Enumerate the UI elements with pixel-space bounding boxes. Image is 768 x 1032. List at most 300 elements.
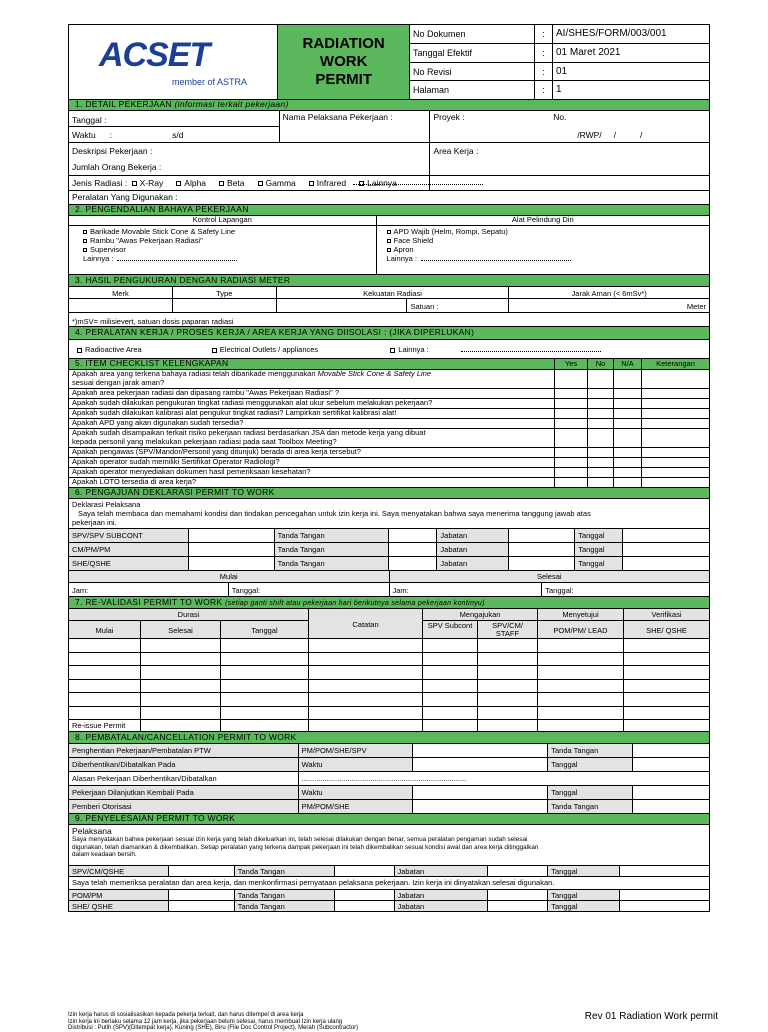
section-3 [68, 287, 710, 327]
revalidation-cell[interactable] [309, 666, 424, 680]
cancellation-field[interactable] [413, 744, 548, 758]
checklist-question: Apakah pengawas (SPV/Mandor/Personil yang ditunjuk) berada di area kerja tersebut? [69, 448, 555, 458]
control-item: Apron [387, 245, 706, 254]
section-4 [68, 340, 710, 359]
meter-label: Meter [509, 299, 710, 313]
checklist-question: Apakah LOTO tersedia di area kerja? [69, 478, 555, 488]
revalidation-row [69, 693, 710, 707]
revalidation-cell[interactable] [538, 666, 624, 680]
completion-field[interactable] [488, 901, 548, 912]
checklist-cell[interactable] [614, 419, 642, 429]
cancellation-sign-field[interactable] [633, 786, 710, 800]
revalidation-cell[interactable] [423, 653, 478, 667]
radiasi-option[interactable] [219, 178, 245, 188]
meta-row [410, 63, 710, 82]
checklist-question: Apakah sudah dilakukan kalibrasi alat pengukur tingkat radiasi? Lampirkan sertifikat kalibrasi alat! [69, 409, 555, 419]
section-9-title: 9. PENYELESAIAN PERMIT TO WORK [68, 814, 710, 825]
checklist-question: Apakah area yang terkena bahaya radiasi telah dibarikade menggunakan Movable Stick Cone & Safety Line sesuai dengan jarak aman? [69, 370, 555, 389]
revalidation-cell[interactable] [309, 693, 424, 707]
checklist [68, 370, 710, 488]
revalidation-cell[interactable] [538, 653, 624, 667]
revalidation-row [69, 680, 710, 694]
signature-field[interactable] [189, 543, 275, 557]
signature-label: Jabatan [437, 529, 509, 543]
footer-note-2: Izin kerja ini berlaku selama 12 jam kerja, jika pekerjaan belum selesai, harus membuat Izin kerja ulang [68, 1018, 343, 1025]
revalidation-cell[interactable] [309, 653, 424, 667]
signature-label: Tanggal [575, 543, 623, 557]
checklist-question: Apakah sudah disampaikan terkait risiko pekerjaan radiasi berdasarkan JSA dan metode kerja yang dibuat kepada personil yang melakukan pekerjaan radiasi pada saat Toolbox Meeting? [69, 429, 555, 448]
checklist-question: Apakah sudah dilakukan pengukuran tingkat radiasi menggunakan alat ukur sebelum melakukan pekerjaan? [69, 399, 555, 409]
peralatan-label: Peralatan Yang Digunakan : [69, 191, 710, 205]
checklist-row [69, 370, 710, 389]
checklist-cell[interactable] [642, 478, 710, 488]
completion-label: Tanggal [548, 901, 620, 912]
checklist-cell[interactable] [588, 458, 614, 468]
merk-header: Merk [69, 287, 173, 299]
revalidation-cell[interactable] [478, 707, 538, 721]
signature-label: SHE/QSHE [69, 557, 189, 571]
radiasi-option[interactable] [309, 178, 346, 188]
completion-field[interactable] [620, 901, 710, 912]
satuan-label: Satuan : [407, 299, 509, 313]
checkbox-icon[interactable] [83, 239, 87, 243]
revalidation-cell[interactable] [141, 680, 221, 694]
checklist-question: Apakah operator sudah memiliki Sertifikat Operator Radiologi? [69, 458, 555, 468]
signature-field[interactable] [623, 543, 710, 557]
section-3-title: 3. HASIL PENGUKURAN DENGAN RADIASI METER [68, 275, 710, 287]
s9-tanggal-label: Tanggal [548, 866, 620, 877]
checklist-cell[interactable] [614, 478, 642, 488]
checkbox-icon[interactable] [387, 239, 391, 243]
signature-field[interactable] [189, 529, 275, 543]
revalidation-cell[interactable] [69, 666, 141, 680]
revalidation-cell[interactable] [69, 653, 141, 667]
section-7 [68, 609, 710, 732]
completion-label: Tanda Tangan [235, 901, 335, 912]
revalidation-cell[interactable] [141, 653, 221, 667]
cancellation-row [69, 758, 710, 772]
checklist-cell[interactable] [555, 478, 588, 488]
revalidation-cell[interactable] [624, 707, 710, 721]
revalidation-cell[interactable] [538, 693, 624, 707]
completion-label: Tanggal [548, 890, 620, 901]
checklist-cell[interactable] [555, 370, 588, 389]
checklist-question: Apakah APD yang akan digunakan sudah tersedia? [69, 419, 555, 429]
revalidation-cell[interactable] [221, 639, 309, 653]
meta-value: AI/SHES/FORM/003/001 [553, 25, 710, 44]
checklist-cell[interactable] [588, 409, 614, 419]
section-1: Tanggal : Nama Pelaksana Pekerjaan : Proyek : No. Waktu : s/d /RWP/ / / Deskripsi Pekerjaan : Area Kerja : Jumlah Orang Bekerja : Jenis Radiasi : X-Ray Alpha Beta Gamma Infrared Lainnya Peralatan Yang Digunakan : [68, 111, 710, 205]
meta-row [410, 81, 710, 100]
checklist-cell[interactable] [588, 429, 614, 448]
kekuatan-header: Kekuatan Radiasi [277, 287, 510, 299]
control-item: Supervisor [83, 245, 373, 254]
revalidation-row [69, 653, 710, 667]
control-item: APD Wajib (Helm, Rompi, Sepatu) [387, 227, 706, 236]
revalidation-cell[interactable] [221, 653, 309, 667]
signature-field[interactable] [509, 529, 575, 543]
completion-field[interactable] [169, 890, 235, 901]
signature-field[interactable] [509, 543, 575, 557]
revalidation-cell[interactable] [478, 653, 538, 667]
revalidation-cell[interactable] [141, 707, 221, 721]
revalidation-cell[interactable] [309, 707, 424, 721]
revalidation-cell[interactable] [624, 639, 710, 653]
checklist-question: Apakah area pekerjaan radiasi dan dipasang rambu "Awas Pekerjaan Radiasi" ? [69, 389, 555, 399]
checklist-cell[interactable] [642, 370, 710, 389]
signature-label: SPV/SPV SUBCONT [69, 529, 189, 543]
mulai-header: Mulai [69, 571, 390, 583]
section-1-title: 1. DETAIL PEKERJAAN (informasi terkait pekerjaan) [68, 99, 710, 111]
radiasi-option[interactable] [132, 178, 164, 188]
checklist-cell[interactable] [588, 448, 614, 458]
radiasi-option[interactable] [176, 178, 206, 188]
cancellation-field[interactable] [413, 786, 548, 800]
meta-key: Tanggal Efektif [410, 44, 535, 63]
control-item: Barikade Movable Stick Cone & Safety Line [83, 227, 373, 236]
mulai-tanggal: Tanggal: [229, 583, 390, 597]
checklist-cell[interactable] [642, 399, 710, 409]
meta-colon: : [535, 44, 553, 63]
cancellation-label: Penghentian Pekerjaan/Pembatalan PTW [69, 744, 299, 758]
doc-meta [410, 25, 710, 99]
section-8 [68, 744, 710, 814]
signature-label: Tanggal [575, 529, 623, 543]
checklist-cell[interactable] [614, 458, 642, 468]
section-6-title: 6. PENGAJUAN DEKLARASI PERMIT TO WORK [68, 488, 710, 499]
cancellation-sign-label: Tanggal [548, 786, 633, 800]
signature-label: Jabatan [437, 543, 509, 557]
completion-field[interactable] [169, 901, 235, 912]
signature-label: Tanda Tangan [275, 543, 390, 557]
section-2-title: 2. PENGENDALIAN BAHAYA PEKERJAAN [68, 205, 710, 216]
page-title: RADIATION WORK PERMIT [278, 25, 410, 100]
checklist-cell[interactable] [555, 389, 588, 399]
revalidation-cell[interactable] [309, 639, 424, 653]
completion-label: Jabatan [395, 901, 489, 912]
checklist-cell[interactable] [614, 409, 642, 419]
no-label: No. [550, 111, 710, 127]
rwp-label: /RWP/ [577, 130, 602, 140]
logo [69, 25, 278, 100]
section-5-title: 5. ITEM CHECKLIST KELENGKAPAN [68, 359, 555, 370]
cancellation-label: Pekerjaan Dilanjutkan Kembali Pada [69, 786, 299, 800]
tanggal-label: Tanggal : [69, 111, 280, 127]
signature-field[interactable] [509, 557, 575, 571]
cancellation-sign-field[interactable] [633, 744, 710, 758]
checklist-cell[interactable] [642, 419, 710, 429]
checklist-question: Apakah operator menyediakan dokumen hasil pemeriksaan kesehatan? [69, 468, 555, 478]
meta-value: 01 [553, 63, 710, 82]
cancellation-reason-field[interactable]: ............................................................................... [299, 772, 710, 786]
jarak-header: Jarak Aman (< 6mSv*) [509, 287, 710, 299]
cancellation-row [69, 786, 710, 800]
spv-cm-header: SPV/CM/ STAFF [478, 621, 538, 639]
revalidation-cell[interactable] [221, 680, 309, 694]
cancellation-label: Pemberi Otorisasi [69, 800, 299, 814]
checklist-cell[interactable] [555, 458, 588, 468]
revalidation-cell[interactable] [423, 693, 478, 707]
meta-key: No Dokumen [410, 25, 535, 44]
jumlah-label: Jumlah Orang Bekerja : [69, 159, 430, 175]
checkbox-icon[interactable] [132, 181, 137, 186]
signature-row [69, 529, 710, 543]
revalidation-cell[interactable] [538, 680, 624, 694]
cancellation-sign-field[interactable] [633, 758, 710, 772]
completion-label: Tanda Tangan [235, 890, 335, 901]
checklist-cell[interactable] [642, 429, 710, 448]
checklist-cell[interactable] [614, 468, 642, 478]
revalidation-cell[interactable] [624, 666, 710, 680]
revalidation-cell[interactable] [478, 680, 538, 694]
revalidation-cell[interactable] [221, 666, 309, 680]
signature-row [69, 557, 710, 571]
checklist-cell[interactable] [555, 409, 588, 419]
signature-field[interactable] [389, 529, 437, 543]
mulai-jam: Jam: [69, 583, 229, 597]
no-header: No [588, 359, 614, 370]
revalidation-cell[interactable] [69, 707, 141, 721]
checklist-cell[interactable] [555, 419, 588, 429]
cancellation-sign-label: Tanggal [548, 758, 633, 772]
isolasi-options: Radioactive Area Electrical Outlets / appliances Lainnya : [69, 340, 710, 359]
revalidation-cell[interactable] [69, 680, 141, 694]
control-item: Face Shield [387, 236, 706, 245]
revalidation-cell[interactable] [423, 707, 478, 721]
s9-jabatan-label: Jabatan [395, 866, 489, 877]
section-4-title: 4. PERALATAN KERJA / PROSES KERJA / AREA KERJA YANG DIISOLASI : (JIKA DIPERLUKAN) [68, 327, 710, 340]
cancellation-field[interactable] [413, 800, 548, 814]
checkbox-icon[interactable] [387, 230, 391, 234]
revalidation-cell[interactable] [69, 693, 141, 707]
checkbox-icon[interactable] [219, 181, 224, 186]
revalidation-cell[interactable] [69, 639, 141, 653]
area-kerja-label: Area Kerja : [430, 143, 710, 159]
checklist-cell[interactable] [642, 448, 710, 458]
cancellation-role: PM/POM/SHE/SPV [299, 744, 414, 758]
revalidation-cell[interactable] [141, 666, 221, 680]
revalidation-cell[interactable] [478, 693, 538, 707]
logo-sub: member of ASTRA [172, 77, 248, 87]
section-2 [68, 216, 710, 275]
section-6 [68, 499, 710, 597]
pom-header: POM/PM/ LEAD [538, 621, 624, 639]
checklist-cell[interactable] [614, 399, 642, 409]
section-7-title: 7. RE-VALIDASI PERMIT TO WORK (setiap ganti shift atau pekerjaan hari berikutnya selama pekerjaan kontinyu) [68, 597, 710, 609]
completion-label: POM/PM [69, 890, 169, 901]
checklist-cell[interactable] [614, 370, 642, 389]
checklist-cell[interactable] [588, 468, 614, 478]
signature-field[interactable] [623, 557, 710, 571]
radioactive-checkbox[interactable] [77, 348, 82, 353]
deskripsi-label: Deskripsi Pekerjaan : [69, 143, 430, 159]
sd-label: s/d [172, 130, 184, 140]
menyetujui-header: Menyetujui [538, 609, 624, 621]
checklist-row [69, 429, 710, 448]
radiasi-option[interactable] [359, 178, 397, 188]
spv-subcont-header: SPV Subcont [423, 621, 478, 639]
checklist-cell[interactable] [642, 468, 710, 478]
checklist-cell[interactable] [588, 399, 614, 409]
type-header: Type [173, 287, 277, 299]
proyek-label: Proyek : [433, 112, 465, 122]
kontrol-list: Barikade Movable Stick Cone & Safety Line Rambu "Awas Pekerjaan Radiasi" Supervisor Lainnya : [69, 226, 377, 275]
apd-header: Alat Pelindung Diri [377, 216, 710, 226]
cancellation-sign-label: Tanda Tangan [548, 800, 633, 814]
radiasi-label: Beta [227, 178, 245, 188]
completion-label: SHE/ QSHE [69, 901, 169, 912]
checklist-cell[interactable] [555, 399, 588, 409]
meta-key: Halaman [410, 81, 535, 100]
cancellation-sign-label: Tanda Tangan [548, 744, 633, 758]
signature-field[interactable] [389, 543, 437, 557]
revalidation-cell[interactable] [624, 680, 710, 694]
revalidation-cell[interactable] [478, 639, 538, 653]
nama-label: Nama Pelaksana Pekerjaan : [280, 111, 431, 127]
konfirmasi-text: Saya telah memeriksa peralatan dan area kerja, dan menkonfirmasi pernyataan pelaksana pekerjaan. Izin kerja ini dinyatakan selesai digunakan. [69, 877, 710, 890]
catatan-header: Catatan [309, 609, 423, 639]
checkbox-icon[interactable] [387, 248, 391, 252]
logo-text: ACSET [99, 36, 210, 74]
revalidation-cell[interactable] [221, 707, 309, 721]
reissue-label: Re-issue Permit [69, 720, 141, 732]
signature-field[interactable] [389, 557, 437, 571]
meta-row [410, 25, 710, 44]
section-9 [68, 825, 710, 912]
meta-colon: : [535, 63, 553, 82]
durasi-header: Durasi [69, 609, 309, 621]
meta-value: 01 Maret 2021 [553, 44, 710, 63]
apd-list: APD Wajib (Helm, Rompi, Sepatu) Face Shield Apron Lainnya : [377, 226, 710, 275]
revalidation-cell[interactable] [221, 693, 309, 707]
cancellation-role: Waktu [299, 758, 414, 772]
footer-note-1: Izin kerja harus di sosialisasikan kepada pekerja terkait, dan harus ditempel di area kerja [68, 1012, 304, 1018]
checklist-cell[interactable] [614, 429, 642, 448]
revalidation-cell[interactable] [538, 707, 624, 721]
na-header: N/A [614, 359, 642, 370]
checklist-cell[interactable] [555, 468, 588, 478]
permit-form [68, 24, 710, 912]
completion-field[interactable] [335, 901, 395, 912]
rv-tanggal-header: Tanggal [221, 621, 309, 639]
radiasi-label: Alpha [184, 178, 207, 188]
lainnya-checkbox[interactable] [390, 348, 395, 353]
rv-selesai-header: Selesai [141, 621, 221, 639]
waktu-label: Waktu [72, 130, 96, 140]
revalidation-cell[interactable] [141, 693, 221, 707]
completion-field[interactable] [620, 890, 710, 901]
signature-row [69, 543, 710, 557]
cancellation-sign-field[interactable] [633, 800, 710, 814]
s9-role-spv: SPV/CM/QSHE [69, 866, 169, 877]
msv-note: *)mSV= milisievert, satuan dosis paparan radiasi [69, 313, 710, 327]
signature-label: Tanda Tangan [275, 557, 390, 571]
completion-row [69, 890, 710, 901]
signature-field[interactable] [623, 529, 710, 543]
revalidation-cell[interactable] [423, 666, 478, 680]
checkbox-icon[interactable] [83, 248, 87, 252]
checklist-cell[interactable] [555, 448, 588, 458]
checklist-cell[interactable] [614, 448, 642, 458]
revalidation-row [69, 666, 710, 680]
checklist-cell[interactable] [555, 429, 588, 448]
selesai-tanggal: Tanggal: [542, 583, 710, 597]
checklist-cell[interactable] [642, 458, 710, 468]
meta-row [410, 44, 710, 63]
revalidation-cell[interactable] [624, 653, 710, 667]
revalidation-row [69, 707, 710, 721]
kontrol-header: Kontrol Lapangan [69, 216, 377, 226]
checklist-cell[interactable] [642, 389, 710, 399]
signature-label: Jabatan [437, 557, 509, 571]
header [68, 24, 710, 99]
deklarasi: Deklarasi Pelaksana Saya telah membaca dan memahami kondisi dan tindakan pencegahan untuk izin kerja ini. Saya menyatakan bahwa saya menerima tanggung jawab atas pekerjaan ini. [69, 499, 710, 529]
checklist-cell[interactable] [588, 478, 614, 488]
revalidation-cell[interactable] [423, 639, 478, 653]
revalidation-cell[interactable] [423, 680, 478, 694]
checkbox-icon[interactable] [309, 181, 314, 186]
revalidation-cell[interactable] [478, 666, 538, 680]
revalidation-cell[interactable] [538, 639, 624, 653]
cancellation-field[interactable] [413, 758, 548, 772]
meta-colon: : [535, 81, 553, 100]
checkbox-icon[interactable] [176, 181, 181, 186]
checkbox-icon[interactable] [258, 181, 263, 186]
checklist-cell[interactable] [642, 409, 710, 419]
she-header: SHE/ QSHE [624, 621, 710, 639]
cancellation-role: Waktu [299, 786, 414, 800]
s9-ttd-label: Tanda Tangan [235, 866, 335, 877]
checkbox-icon[interactable] [83, 230, 87, 234]
signature-field[interactable] [189, 557, 275, 571]
control-item: Rambu "Awas Pekerjaan Radiasi" [83, 236, 373, 245]
signature-label: Tanggal [575, 557, 623, 571]
signature-label: CM/PM/PM [69, 543, 189, 557]
keterangan-header: Keterangan [642, 359, 710, 370]
selesai-header: Selesai [390, 571, 711, 583]
mengajukan-header: Mengajukan [423, 609, 538, 621]
completion-row [69, 901, 710, 912]
meta-key: No Revisi [410, 63, 535, 82]
penyelesaian-text: Pelaksana Saya menyatakan bahwa pekerjaan sesuai izin kerja yang telah dikeluarkan ini, telah selesai dilakukan dengan benar, semua peralatan pengaman sudah selesai digunakan, telah diamankan & dikembalikan. Setiap peralatan yang terkena dampak pekerjaan ini telah dikembalikan sesuai kondisi awal dan area kerja ditinggalkan dalam keadaan bersih. [69, 825, 710, 866]
verifikasi-header: Verifikasi [624, 609, 710, 621]
checklist-cell[interactable] [588, 370, 614, 389]
completion-field[interactable] [335, 890, 395, 901]
cancellation-row [69, 744, 710, 758]
revalidation-cell[interactable] [309, 680, 424, 694]
completion-label: Jabatan [395, 890, 489, 901]
checklist-cell[interactable] [588, 389, 614, 399]
checklist-cell[interactable] [588, 419, 614, 429]
checklist-cell[interactable] [614, 389, 642, 399]
footer-note-3: Distribusi : Putih (SPV)(Ditempat kerja), Kuning (SHE), Biru (File Doc Control Project), Merah (Subcontractor) [68, 1025, 359, 1031]
cancellation-label: Alasan Pekerjaan Diberhentikan/Dibatalkan [69, 772, 299, 786]
section-8-title: 8. PEMBATALAN/CANCELLATION PERMIT TO WORK [68, 732, 710, 744]
radiasi-label: Infrared [316, 178, 347, 188]
meta-value: 1 [553, 81, 710, 100]
electrical-checkbox[interactable] [212, 348, 217, 353]
radiasi-label: X-Ray [139, 178, 164, 188]
jenis-radiasi: Jenis Radiasi : X-Ray Alpha Beta Gamma Infrared Lainnya [69, 175, 430, 191]
completion-field[interactable] [488, 890, 548, 901]
selesai-jam: Jam: [390, 583, 543, 597]
revalidation-cell[interactable] [624, 693, 710, 707]
cancellation-row [69, 800, 710, 814]
meta-colon: : [535, 25, 553, 44]
signature-label: Tanda Tangan [275, 529, 390, 543]
radiasi-option[interactable] [258, 178, 296, 188]
revalidation-cell[interactable] [141, 639, 221, 653]
